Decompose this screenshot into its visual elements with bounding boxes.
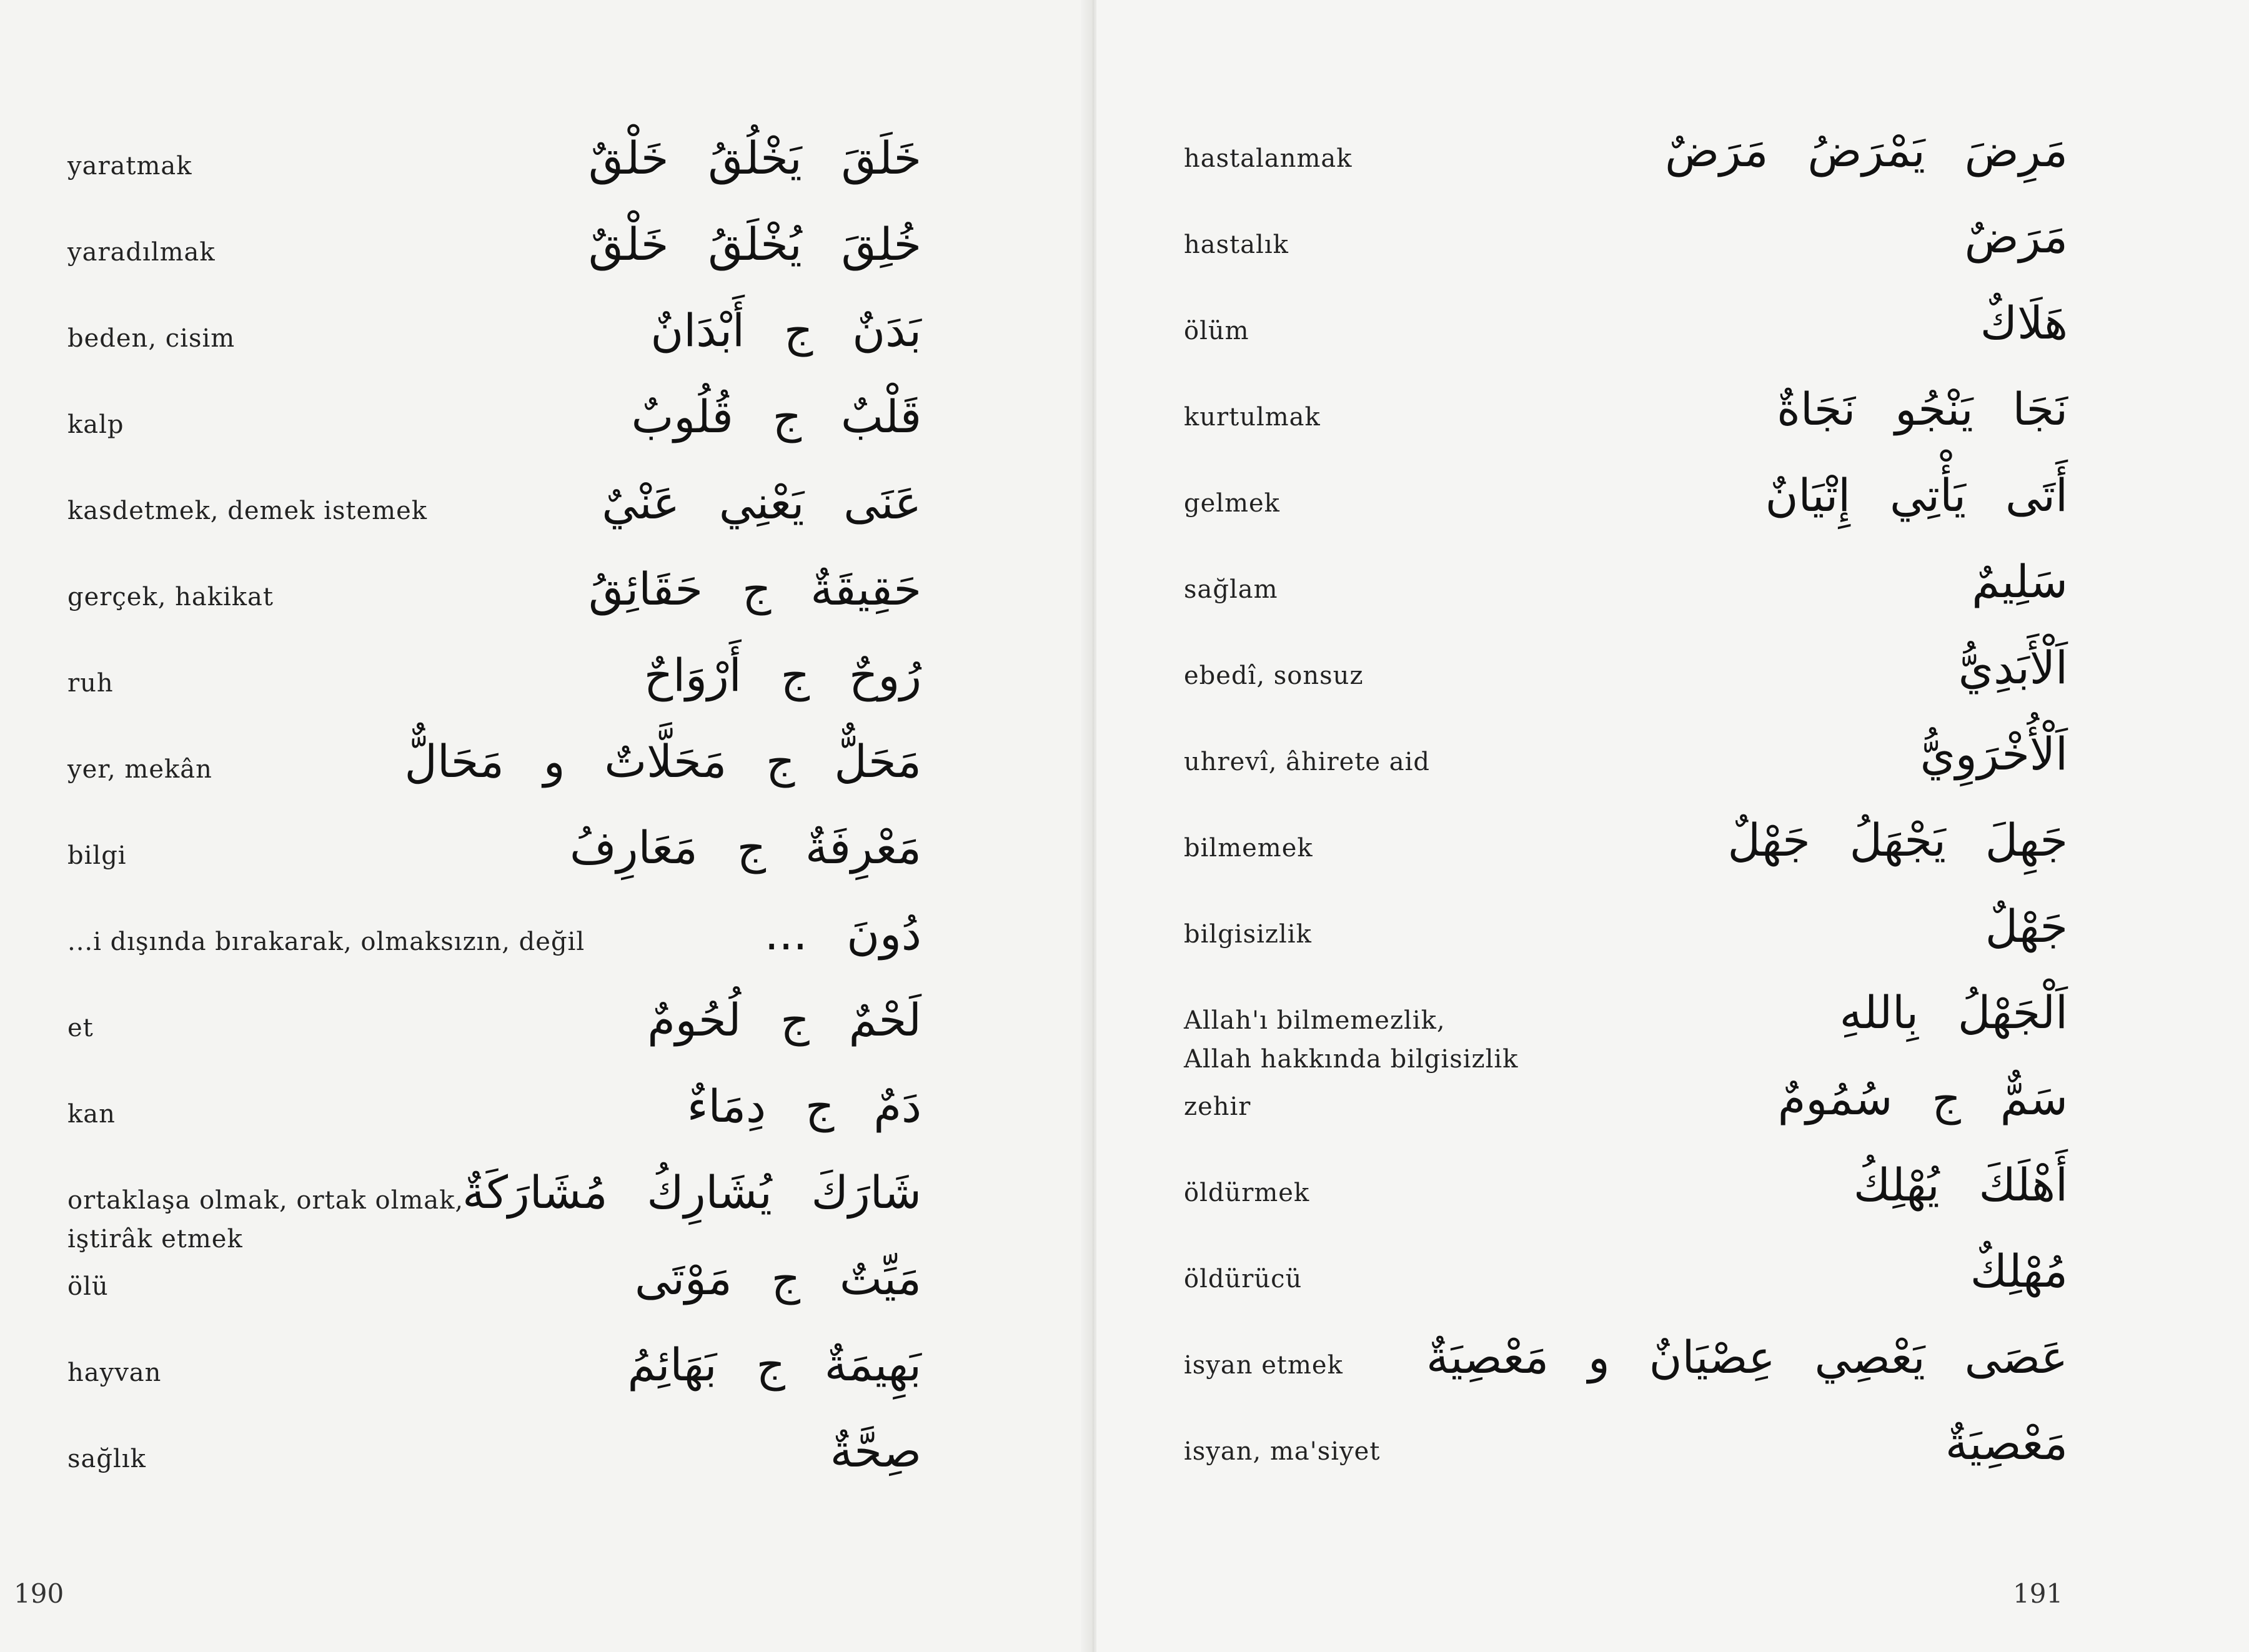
turkish-meaning: kalp (67, 410, 124, 439)
arabic-word: دَمٌ ج دِمَاءٌ (687, 1080, 921, 1132)
arabic-word: اَلْجَهْلُ بِاللهِ (1839, 986, 2068, 1039)
arabic-word: مَحَلٌّ ج مَحَلَّاتٌ و مَحَالٌّ (404, 735, 921, 788)
turkish-meaning: hastalanmak (1184, 144, 1353, 173)
arabic-word: أَهْلَكَ يُهْلِكُ (1853, 1159, 2068, 1211)
arabic-word: مَعْرِفَةٌ ج مَعَارِفُ (570, 821, 921, 874)
turkish-meaning: uhrevî, âhirete aid (1184, 748, 1431, 776)
turkish-meaning-line2: iştirâk etmek (67, 1225, 243, 1254)
turkish-meaning: kan (67, 1100, 116, 1129)
turkish-meaning: gelmek (1184, 489, 1280, 518)
arabic-word: اَلْأُخْرَوِيُّ (1920, 728, 2068, 780)
arabic-word: لَحْمٌ ج لُحُومٌ (647, 994, 921, 1046)
arabic-word: دُونَ ... (764, 908, 921, 960)
arabic-word: شَارَكَ يُشَارِكُ مُشَارَكَةٌ (462, 1166, 921, 1219)
turkish-meaning: gerçek, hakikat (67, 583, 274, 611)
arabic-word: بَهِيمَةٌ ج بَهَائِمُ (627, 1338, 921, 1391)
arabic-word: مَعْصِيَةٌ (1945, 1417, 2068, 1470)
turkish-meaning-line2: Allah hakkında bilgisizlik (1184, 1045, 1519, 1074)
arabic-word: سَمٌّ ج سُمُومٌ (1777, 1072, 2068, 1125)
turkish-meaning: Allah'ı bilmemezlik, (1184, 1006, 1446, 1035)
arabic-word: عَنَى يَعْنِي عَنْيٌ (602, 477, 921, 529)
turkish-meaning: yaratmak (67, 152, 192, 181)
turkish-meaning: isyan etmek (1184, 1351, 1343, 1380)
turkish-meaning: beden, cisim (67, 324, 236, 353)
turkish-meaning: ruh (67, 669, 114, 698)
turkish-meaning: ortaklaşa olmak, ortak olmak, (67, 1186, 464, 1215)
turkish-meaning: zehir (1184, 1092, 1251, 1121)
arabic-word: خَلَقَ يَخْلُقُ خَلْقٌ (588, 132, 921, 184)
arabic-word: صِحَّةٌ (830, 1425, 921, 1477)
turkish-meaning: yaradılmak (67, 238, 216, 267)
arabic-word: مَيِّتٌ ج مَوْتَى (634, 1252, 921, 1305)
arabic-word: نَجَا يَنْجُو نَجَاةٌ (1777, 383, 2068, 435)
arabic-word: أَتَى يَأْتِي إِتْيَانٌ (1765, 469, 2068, 522)
turkish-meaning: öldürücü (1184, 1265, 1303, 1293)
arabic-word: خُلِقَ يُخْلَقُ خَلْقٌ (588, 218, 921, 270)
arabic-word: قَلْبٌ ج قُلُوبٌ (631, 390, 921, 443)
turkish-meaning: bilgi (67, 841, 127, 870)
turkish-meaning: sağlık (67, 1445, 146, 1473)
arabic-word: عَصَى يَعْصِي عِصْيَانٌ و مَعْصِيَةٌ (1426, 1331, 2068, 1383)
arabic-word: حَقِيقَةٌ ج حَقَائِقُ (588, 563, 921, 615)
arabic-word: بَدَنٌ ج أَبْدَانٌ (650, 304, 921, 357)
page-number-left: 190 (14, 1578, 64, 1609)
arabic-word: جَهْلٌ (1985, 900, 2068, 952)
turkish-meaning: kasdetmek, demek istemek (67, 497, 427, 525)
left-page (0, 0, 1090, 1652)
turkish-meaning: et (67, 1014, 94, 1042)
arabic-word: مُهْلِكٌ (1970, 1245, 2068, 1297)
arabic-word: جَهِلَ يَجْهَلُ جَهْلٌ (1727, 814, 2068, 866)
arabic-word: هَلَاكٌ (1980, 297, 2068, 349)
arabic-word: سَلِيمٌ (1972, 555, 2068, 608)
turkish-meaning: hayvan (67, 1358, 162, 1387)
turkish-meaning: isyan, ma'siyet (1184, 1437, 1381, 1466)
turkish-meaning: öldürmek (1184, 1179, 1310, 1207)
arabic-word: اَلْأَبَدِيُّ (1958, 641, 2068, 694)
arabic-word: مَرِضَ يَمْرَضُ مَرَضٌ (1665, 124, 2068, 177)
turkish-meaning: kurtulmak (1184, 403, 1321, 432)
turkish-meaning: bilgisizlik (1184, 920, 1312, 949)
turkish-meaning: hastalık (1184, 230, 1289, 259)
turkish-meaning: ölüm (1184, 317, 1249, 345)
arabic-word: رُوحٌ ج أَرْوَاحٌ (643, 649, 921, 701)
turkish-meaning: yer, mekân (67, 755, 212, 784)
right-page (1096, 0, 2249, 1652)
page-number-right: 191 (2013, 1578, 2063, 1609)
turkish-meaning: ölü (67, 1272, 109, 1301)
turkish-meaning: ebedî, sonsuz (1184, 661, 1364, 690)
arabic-word: مَرَضٌ (1964, 210, 2068, 263)
turkish-meaning: ...i dışında bırakarak, olmaksızın, değil (67, 927, 585, 956)
turkish-meaning: bilmemek (1184, 834, 1313, 863)
turkish-meaning: sağlam (1184, 575, 1278, 604)
